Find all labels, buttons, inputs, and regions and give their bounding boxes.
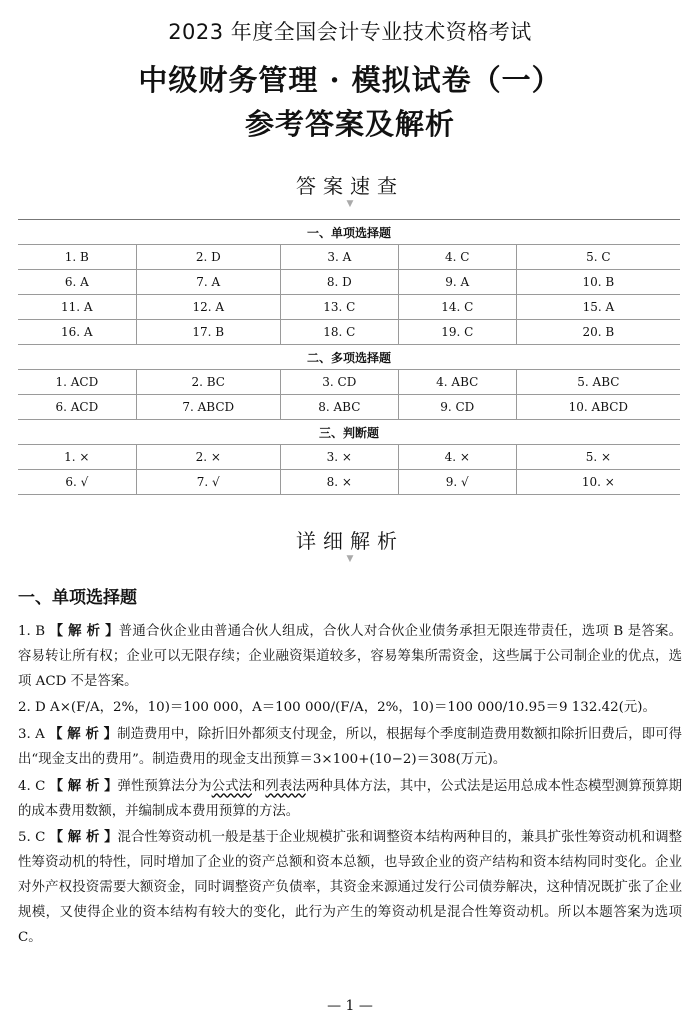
item-number: 1. B — [18, 624, 46, 639]
answer-cell: 6. A — [18, 270, 136, 295]
section-row — [18, 345, 680, 370]
section-row — [18, 420, 680, 445]
answer-row — [18, 395, 680, 420]
answer-cell: 13. C — [280, 295, 398, 320]
answer-cell: 10. B — [516, 270, 680, 295]
quick-check-heading: 答案速查 — [296, 174, 404, 198]
answer-cell: 18. C — [280, 320, 398, 345]
analysis-tag: 【 解 析 】 — [49, 624, 119, 639]
item-number: 4. C — [18, 778, 46, 794]
answer-cell: 8. ABC — [280, 395, 398, 420]
item-text: 制造费用中，除折旧外都须支付现金，所以，根据每个季度制造费用数额扣除折旧费后，即可得出“现金支出的费用”。制造费用的现金支出预算＝3×100+(10−2)＝308(万元)。 — [18, 727, 682, 767]
triangle-down-icon: ▼ — [346, 554, 354, 564]
answer-cell: 12. A — [136, 295, 280, 320]
answer-cell: 3. CD — [280, 370, 398, 395]
answer-cell: 7. √ — [136, 470, 280, 495]
section-name: 三、判断题 — [18, 420, 680, 445]
item-text: 和 — [251, 778, 266, 794]
paper-title: 中级财务管理 · 模拟试卷（一） — [138, 63, 562, 97]
item-number: 3. A — [18, 727, 45, 743]
item-text: 普通合伙企业由普通合伙人组成，合伙人对合伙企业债务承担无限连带责任，选项 B 是答案。容易转让所有权；企业可以无限存续；企业融资渠道较多，容易筹集所需资金，这些属于公司制企业的优点，选项 ACD 不是答案。 — [18, 624, 682, 689]
answer-cell: 11. A — [18, 295, 136, 320]
answer-cell: 8. × — [280, 470, 398, 495]
triangle-down-icon: ▼ — [346, 199, 354, 209]
answer-cell: 17. B — [136, 320, 280, 345]
item-text: 两种具体方法，其中，公式法是运用总成本性态模型测算预算期的成本费用数额，并编制成本费用预算的方法。 — [18, 778, 683, 819]
underlined-term: 列表法 — [265, 778, 306, 794]
explanation-item — [18, 723, 682, 773]
answer-cell: 3. × — [280, 445, 398, 470]
answer-row — [18, 370, 680, 395]
answer-row — [18, 320, 680, 345]
explanation-item — [18, 775, 682, 825]
explanation-item — [18, 826, 682, 950]
answer-row — [18, 270, 680, 295]
answer-cell: 1. B — [18, 245, 136, 270]
answer-cell: 16. A — [18, 320, 136, 345]
answer-cell: 9. √ — [398, 470, 516, 495]
answer-cell: 7. A — [136, 270, 280, 295]
analysis-tag: 【 解 析 】 — [49, 830, 118, 846]
answer-cell: 10. ABCD — [516, 395, 680, 420]
part-title: 一、单项选择题 — [18, 588, 137, 608]
answer-cell: 14. C — [398, 295, 516, 320]
analysis-tag: 【 解 析 】 — [49, 727, 118, 743]
answer-cell: 4. ABC — [398, 370, 516, 395]
item-text: A×(F/A，2%，10)＝100 000，A＝100 000/(F/A，2%，10)＝100 000/10.95＝9 132.42(元)。 — [50, 700, 656, 716]
answer-cell: 5. C — [516, 245, 680, 270]
underlined-term: 公式法 — [211, 778, 252, 794]
answer-row — [18, 245, 680, 270]
answer-cell: 19. C — [398, 320, 516, 345]
answer-cell: 10. × — [516, 470, 680, 495]
answer-row — [18, 295, 680, 320]
analysis-tag: 【 解 析 】 — [49, 778, 118, 794]
answer-cell: 4. C — [398, 245, 516, 270]
answer-cell: 5. × — [516, 445, 680, 470]
answer-cell: 2. BC — [136, 370, 280, 395]
item-text: 混合性筹资动机一般是基于企业规模扩张和调整资本结构两种目的，兼具扩张性筹资动机和调整性筹资动机的特性，同时增加了企业的资产总额和资本总额，也导致企业的资产结构和资本结构同时变化。企业对外产权投资需要大额资金，同时调整资产负债率，其资金来源通过发行公司债券解决，这种情况既扩张了企业规模，又使得企业的资本结构有较大的变化，此行为产生的筹资动机是混合性筹资动机。所以本题答案为选项 C。 — [18, 830, 682, 945]
answer-cell: 3. A — [280, 245, 398, 270]
answer-cell: 6. ACD — [18, 395, 136, 420]
explanation-item — [18, 696, 682, 721]
paper-subtitle: 参考答案及解析 — [244, 107, 455, 141]
answer-cell: 2. × — [136, 445, 280, 470]
section-name: 二、多项选择题 — [18, 345, 680, 370]
page-number: — 1 — — [327, 998, 373, 1014]
answer-cell: 5. ABC — [516, 370, 680, 395]
answer-cell: 7. ABCD — [136, 395, 280, 420]
answer-cell: 1. ACD — [18, 370, 136, 395]
answer-cell: 6. √ — [18, 470, 136, 495]
answer-cell: 2. D — [136, 245, 280, 270]
answer-row — [18, 445, 680, 470]
answer-cell: 15. A — [516, 295, 680, 320]
section-row — [18, 220, 680, 245]
item-number: 5. C — [18, 830, 46, 846]
explanation-item — [18, 620, 682, 694]
section-name: 一、单项选择题 — [18, 220, 680, 245]
answer-cell: 9. A — [398, 270, 516, 295]
answer-cell: 8. D — [280, 270, 398, 295]
item-number: 2. D — [18, 700, 46, 716]
answer-cell: 20. B — [516, 320, 680, 345]
answer-cell: 1. × — [18, 445, 136, 470]
item-text: 弹性预算法分为 — [117, 778, 212, 794]
answer-cell: 4. × — [398, 445, 516, 470]
answer-row — [18, 470, 680, 495]
answer-cell: 9. CD — [398, 395, 516, 420]
answer-table — [18, 219, 680, 495]
exam-title: 2023 年度全国会计专业技术资格考试 — [168, 20, 532, 44]
explanation-list — [18, 620, 682, 952]
detail-heading: 详细解析 — [296, 529, 404, 553]
